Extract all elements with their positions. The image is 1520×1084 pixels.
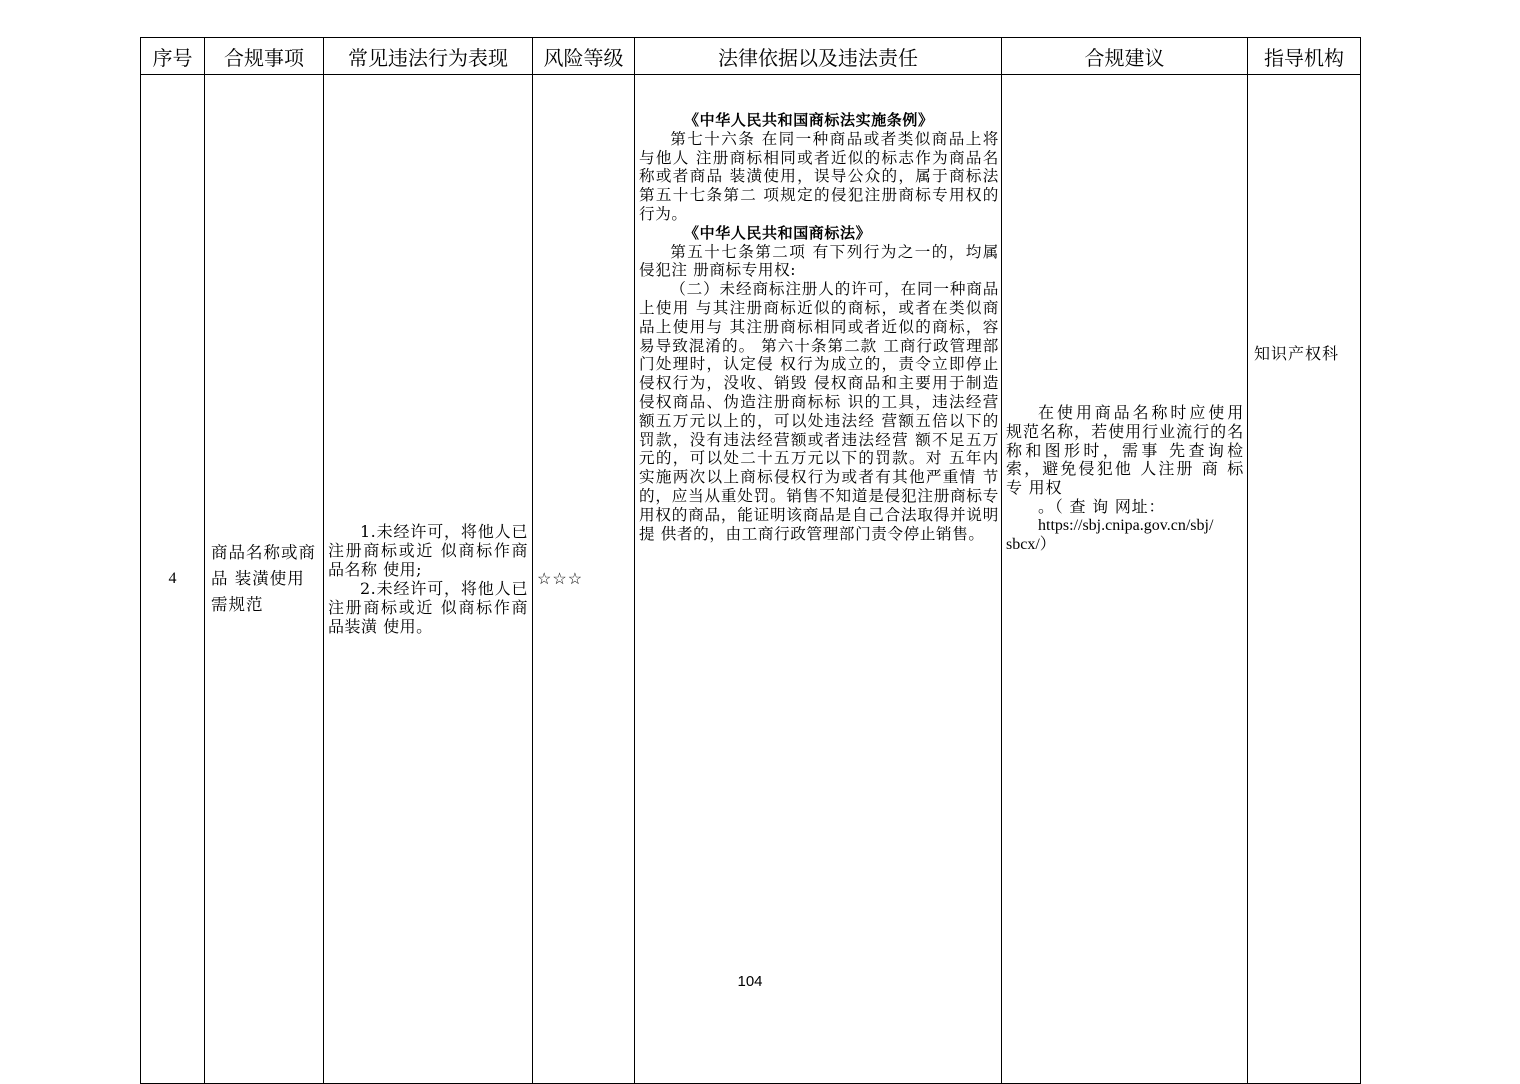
legal-basis-text	[639, 111, 999, 543]
law-paragraph-1: 第七十六条 在同一种商品或者类似商品上将与他人 注册商标相同或者近似的标志作为商品名称或者商品 装潢使用，误导公众的，属于商标法第五十七条第二 项规定的侵犯注册商标专用权的行为。	[639, 129, 999, 223]
header-seq: 序号	[141, 38, 205, 75]
cell-guiding-agency	[1248, 75, 1361, 1084]
law-paragraph-2: 第五十七条第二项 有下列行为之一的，均属侵犯注 册商标专用权:	[639, 242, 999, 280]
header-risk-level: 风险等级	[533, 38, 635, 75]
violations-text	[328, 522, 528, 636]
law-paragraph-3: （二）未经商标注册人的许可，在同一种商品上使用 与其注册商标近似的商标，或者在类似商品上使用与 其注册商标相同或者近似的商标，容易导致混淆的。 第六十条第二款 工商行政管理部门处理时，认定侵 权行为成立的，责令立即停止侵权行为，没收、销毁 侵权商品和主要用于制造侵权商品、伪造注册商标标 识的工具，违法经营额五万元以上的，可以处违法经 营额五倍以下的罚款，没有违法经营额或者违法经营 额不足五万元的，可以处二十五万元以下的罚款。对 五年内实施两次以上商标侵权行为或者有其他严重情 节的，应当从重处罚。销售不知道是侵犯注册商标专用权的商品，能证明该商品是自己合法取得并说明提 供者的，由工商行政管理部门责令停止销售。	[639, 280, 999, 543]
cell-common-violations	[324, 75, 533, 1084]
advice-text	[1006, 404, 1244, 554]
advice-url: https://sbj.cnipa.gov.cn/sbj/ sbcx/）	[1006, 516, 1214, 553]
header-common-violations: 常见违法行为表现	[324, 38, 533, 75]
header-compliance-advice: 合规建议	[1002, 38, 1248, 75]
advice-paragraph-2: 。（ 查 询 网址：	[1038, 496, 1166, 516]
table-header-row	[141, 38, 1361, 75]
header-compliance-item: 合规事项	[205, 38, 324, 75]
page-number: 104	[737, 973, 763, 990]
violation-2: 2.未经许可，将他人已注册商标或近 似商标作商品装潢 使用。	[328, 579, 528, 636]
cell-compliance-advice	[1002, 75, 1248, 1084]
table-row	[141, 75, 1361, 1084]
compliance-item-text: 商品名称或商品 装潢使用需规范	[211, 543, 316, 614]
cell-seq: 4	[141, 75, 205, 1084]
advice-paragraph-1: 在使用商品名称时应使用 规范名称，若使用行业流行的名称和图形时，需事 先查询检索，避免侵犯他 人注册 商 标 专 用权	[1006, 403, 1244, 498]
compliance-table	[140, 37, 1361, 1084]
violation-1: 1.未经许可，将他人已注册商标或近 似商标作商品名称 使用;	[328, 522, 528, 579]
header-legal-basis: 法律依据以及违法责任	[635, 38, 1002, 75]
guiding-agency-text: 知识产权科	[1254, 344, 1340, 363]
header-guiding-agency: 指导机构	[1248, 38, 1361, 75]
risk-stars: ☆☆☆	[537, 568, 584, 588]
law-title-2: 《中华人民共和国商标法》	[684, 223, 872, 242]
cell-risk-level	[533, 75, 635, 1084]
cell-legal-basis	[635, 75, 1002, 1084]
law-title-1: 《中华人民共和国商标法实施条例》	[684, 111, 934, 129]
cell-compliance-item	[205, 75, 324, 1084]
